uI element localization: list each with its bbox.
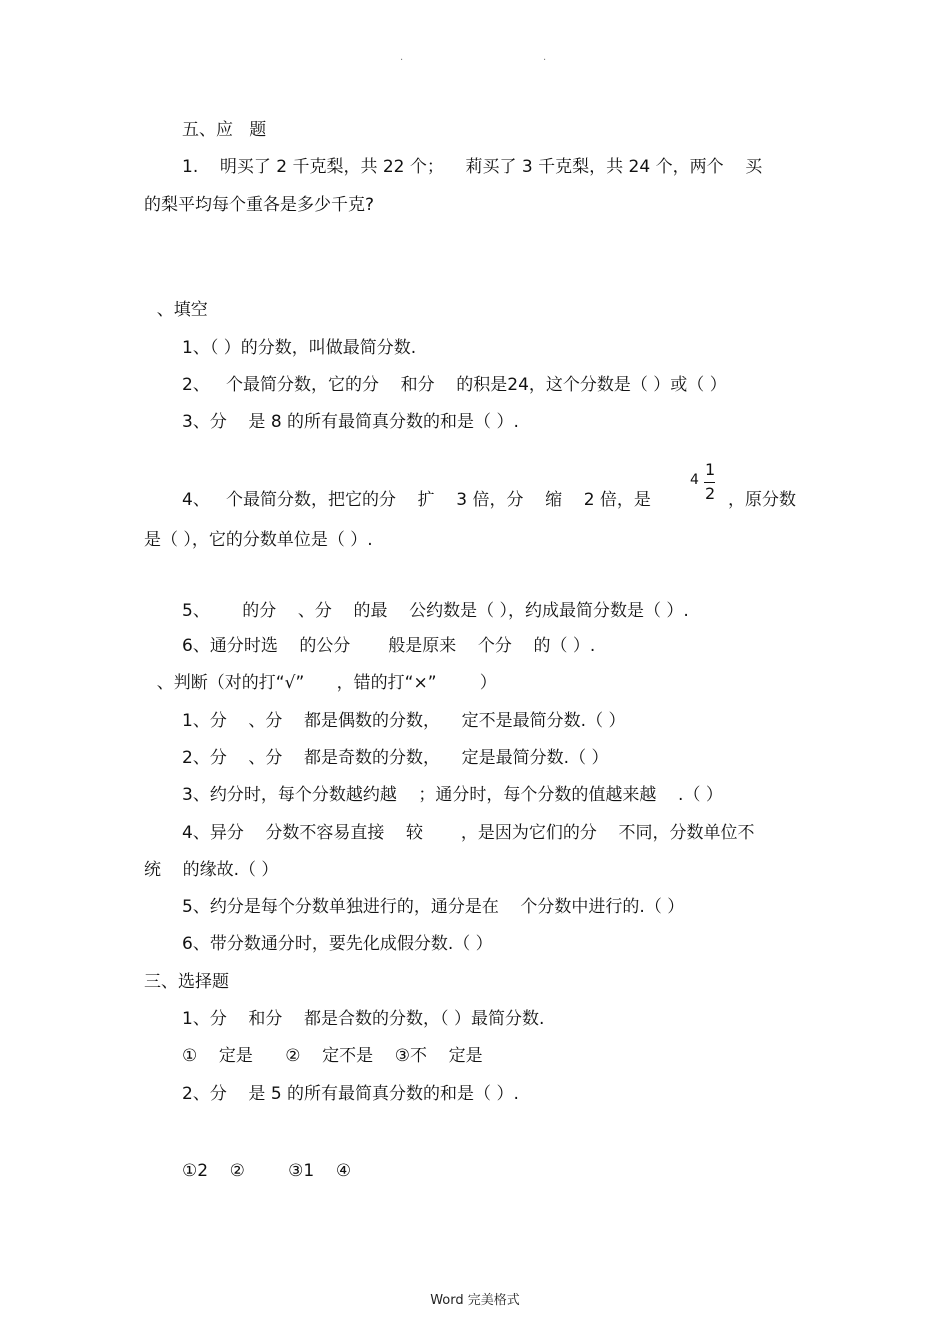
- section-choice-title: 三、选择题: [144, 972, 229, 992]
- question-line: 3、约分时，每个分数越约越 ；通分时，每个分数的值越来越 .（ ）: [182, 785, 723, 805]
- question-line: 1、分 、分 都是偶数的分数， 定不是最简分数.（ ）: [182, 711, 626, 731]
- fraction-numerator: 1: [705, 460, 716, 479]
- header-dot: .: [543, 52, 547, 63]
- choice-options-line: ①2 ② ③1 ④: [182, 1161, 352, 1181]
- choice-options-line: ① 定是 ② 定不是 ③不 定是: [182, 1046, 483, 1066]
- question-line: 6、通分时选 的公分 般是原来 个分 的（ ）.: [182, 636, 596, 656]
- question-line: 1、（ ）的分数，叫做最简分数.: [182, 338, 417, 358]
- question-line: 4、异分 分数不容易直接 较 ，是因为它们的分 不同，分数单位不: [182, 823, 755, 843]
- fraction-bar: [704, 482, 715, 483]
- question-line: ，原分数: [728, 490, 796, 510]
- section-five-title: 五、应 题: [182, 120, 267, 140]
- question-line: 3、分 是 8 的所有最简真分数的和是（ ）.: [182, 412, 519, 432]
- section-fill-blank-title: 、填空: [146, 300, 208, 320]
- question-line: 6、带分数通分时，要先化成假分数.（ ）: [182, 934, 493, 954]
- header-dot: .: [400, 52, 404, 63]
- question-line: 2、 个最简分数，它的分 和分 的积是24，这个分数是（ ）或（ ）: [182, 375, 727, 395]
- question-line: 4、 个最简分数，把它的分 扩 3 倍，分 缩 2 倍，是: [182, 490, 651, 510]
- question-line: 5、 的分 、分 的最 公约数是（ ），约成最简分数是（ ）.: [182, 601, 689, 621]
- question-line: 是（ ），它的分数单位是（ ）.: [144, 530, 373, 550]
- fraction-denominator: 2: [705, 484, 716, 503]
- word-problem-line: 1. 明买了 2 千克梨，共 22 个； 莉买了 3 千克梨，共 24 个，两个 买: [182, 157, 763, 177]
- section-judge-title: 、判断（对的打“√” ，错的打“×” ）: [146, 673, 497, 693]
- question-line: 统 的缘故.（ ）: [144, 860, 279, 880]
- question-line: 2、分 、分 都是奇数的分数， 定是最简分数.（ ）: [182, 748, 609, 768]
- mixed-number-whole: 4: [690, 472, 699, 488]
- question-line: 5、约分是每个分数单独进行的，通分是在 个分数中进行的.（ ）: [182, 897, 685, 917]
- word-problem-line: 的梨平均每个重各是多少千克?: [144, 195, 375, 215]
- question-line: 2、分 是 5 的所有最简真分数的和是（ ）.: [182, 1084, 519, 1104]
- mixed-number-fraction: [690, 460, 722, 510]
- page-footer: Word 完美格式: [430, 1293, 520, 1308]
- question-line: 1、分 和分 都是合数的分数，（ ）最简分数.: [182, 1009, 545, 1029]
